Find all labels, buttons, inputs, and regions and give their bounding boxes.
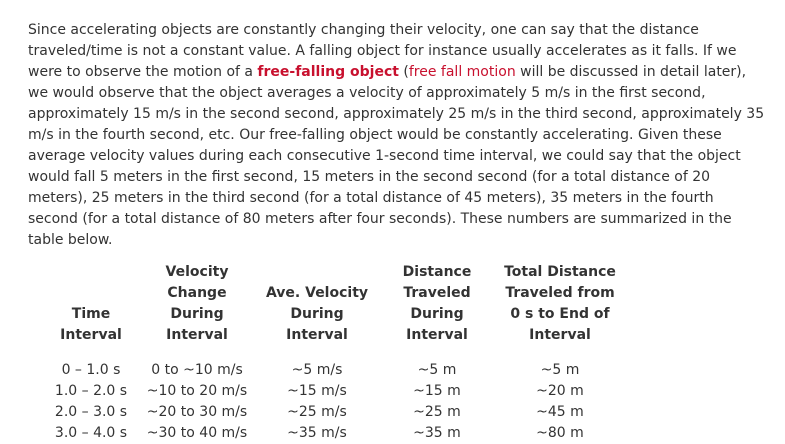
header-line: During Interval (166, 306, 228, 343)
table-cell: ~10 to 20 m/s (146, 383, 248, 399)
header-line: Interval (60, 327, 122, 343)
header-time-interval (48, 262, 134, 346)
header-line: Distance (402, 264, 472, 280)
table-cell: 2.0 – 3.0 s (54, 404, 128, 420)
table-cell: ~5 m (540, 362, 580, 378)
table-row (48, 402, 620, 423)
header-line: Total Distance (504, 264, 616, 280)
body-paragraph (28, 20, 768, 251)
header-line: Velocity Change (165, 264, 229, 301)
header-distance-traveled (374, 262, 500, 346)
table-cell: ~20 to 30 m/s (146, 404, 248, 420)
header-line: 0 s to End of (510, 306, 610, 322)
table-row (48, 381, 620, 402)
header-line: Interval (529, 327, 591, 343)
table-cell: ~45 m (536, 404, 584, 420)
header-ave-velocity (260, 262, 374, 346)
header-velocity-change (134, 262, 260, 346)
table-cell: ~35 m/s (287, 425, 347, 441)
table-cell: ~30 to 40 m/s (146, 425, 248, 441)
header-line: Traveled (403, 285, 471, 301)
table-cell: ~5 m (417, 362, 457, 378)
header-line: Traveled from (505, 285, 615, 301)
table-cell: ~35 m (413, 425, 461, 441)
table-cell: 0 – 1.0 s (61, 362, 121, 378)
free-falling-object-link[interactable]: free-falling object (257, 64, 399, 80)
header-line: During Interval (406, 306, 468, 343)
table-cell: ~80 m (536, 425, 584, 441)
header-total-distance (500, 262, 620, 346)
header-line: During Interval (286, 306, 348, 343)
table-row (48, 423, 620, 444)
free-fall-motion-link[interactable]: free fall motion (408, 64, 516, 80)
header-line: Time (71, 306, 111, 322)
table-cell: ~20 m (536, 383, 584, 399)
paragraph-text-end: will be discussed in detail later), we would observe that the object averages a velocity of approximately 5 m/s in the first second, approximately 15 m/s in the second second, approximately 25 m/s in the third second, approximately 35 m/s in the fourth second, etc. Our free-falling object would be constantly accelerating. Given these average velocity values during each consecutive 1-second time interval, we could say that the object would fall 5 meters in the first second, 15 meters in the second second (for a total distance of 20 meters), 25 meters in the third second (for a total distance of 45 meters), 35 meters in the fourth second (for a total distance of 80 meters after four seconds). These numbers are summarized in the table below. (28, 64, 765, 248)
table-cell: ~15 m (413, 383, 461, 399)
paragraph-text-paren: ( (398, 64, 409, 80)
header-line: Ave. Velocity (265, 285, 369, 301)
paragraph-text-start: Since accelerating objects are constantly changing their velocity, one can say that the distance traveled/time is not a constant value. A falling object for instance usually accelerates as it falls. If we were to observe the motion of a (28, 22, 737, 80)
table-cell: ~25 m/s (287, 404, 347, 420)
table-cell: ~15 m/s (287, 383, 347, 399)
table-cell: ~5 m/s (291, 362, 343, 378)
table-header-row (48, 262, 620, 346)
table-cell: 3.0 – 4.0 s (54, 425, 128, 441)
motion-summary-table (48, 262, 620, 444)
table-cell: 0 to ~10 m/s (151, 362, 243, 378)
header-spacer (48, 346, 620, 360)
table-cell: ~25 m (413, 404, 461, 420)
table-cell: 1.0 – 2.0 s (54, 383, 128, 399)
table-row (48, 360, 620, 381)
